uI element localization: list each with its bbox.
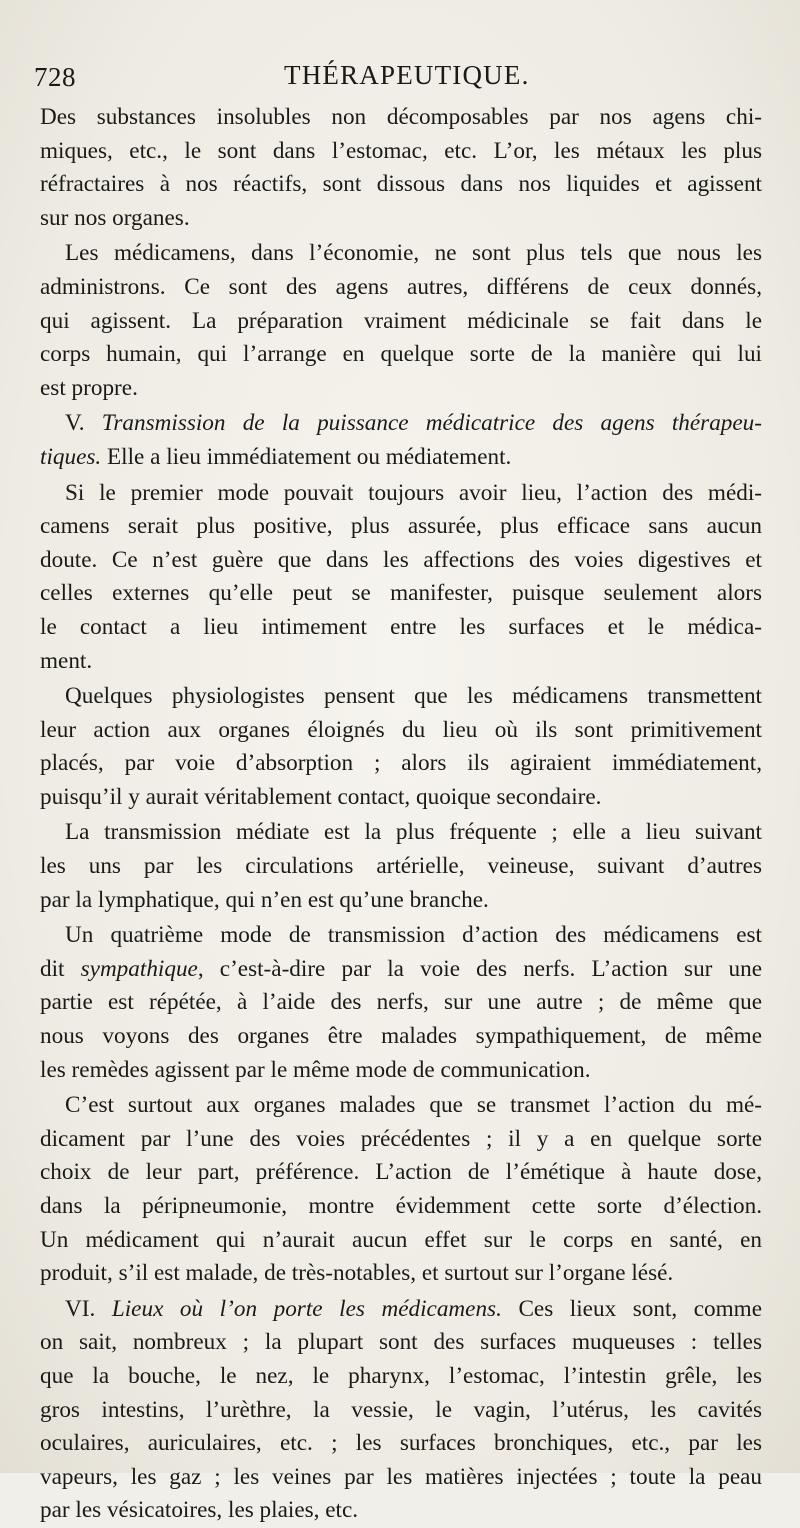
line-text: corps humain, qui l’arrange en quelque sorte de la manière qui lui — [40, 341, 762, 368]
line-text: choix de leur part, préférence. L’action de l’émétique à haute dose, — [40, 1159, 762, 1186]
line-text: le contact a lieu intimement entre les surfaces et le médica- — [40, 613, 762, 640]
line-text: leur action aux organes éloignés du lieu où ils sont primitivement — [40, 716, 762, 743]
italic-text: sympathique — [80, 955, 198, 982]
line-text: par les vésicatoires, les plaies, etc. — [40, 1497, 359, 1524]
text-line — [40, 1123, 762, 1157]
text-line — [40, 680, 762, 714]
line-text: par la lymphatique, qui n’en est qu’une branche. — [40, 886, 489, 913]
line-text: Des substances insolubles non décomposables par nos agens chi- — [40, 104, 762, 130]
italic-text: tiques. — [40, 443, 102, 470]
text-line — [40, 816, 762, 850]
line-text: Si le premier mode pouvait toujours avoir lieu, l’action des médi- — [65, 479, 762, 506]
line-text: ment. — [40, 647, 93, 674]
line-text: camens serait plus positive, plus assurée, plus efficace sans aucun — [40, 513, 762, 540]
text-line — [40, 781, 762, 815]
text-line — [40, 441, 762, 475]
line-text: dicament par l’une des voies précédentes ; il y a en quelque sorte — [40, 1125, 762, 1152]
line-text: administrons. Ce sont des agens autres, différens de ceux donnés, — [40, 273, 762, 300]
line-text: que la bouche, le nez, le pharynx, l’estomac, l’intestin grêle, les — [40, 1362, 762, 1389]
line-text: les uns par les circulations artérielle, veineuse, suivant d’autres — [40, 853, 762, 880]
text-line — [40, 850, 762, 884]
text-line — [40, 986, 762, 1020]
line-text: qui agissent. La préparation vraiment médicinale se fait dans le — [40, 307, 762, 334]
text-line — [40, 1020, 762, 1054]
text-line — [40, 1427, 762, 1461]
text-line — [40, 1494, 762, 1528]
line-text: Quelques physiologistes pensent que les médicamens transmettent — [65, 683, 762, 710]
line-text: miques, etc., le sont dans l’estomac, etc. L’or, les métaux les plus — [40, 137, 762, 164]
text-line — [40, 1224, 762, 1258]
text-line — [40, 747, 762, 781]
text-line — [40, 953, 762, 987]
line-text: oculaires, auriculaires, etc. ; les surfaces bronchiques, etc., par les — [40, 1430, 762, 1457]
text-line — [40, 714, 762, 748]
line-text: réfractaires à nos réactifs, sont dissous dans nos liquides et agissent — [40, 171, 762, 198]
text-line — [40, 407, 762, 441]
text-line — [40, 1293, 762, 1327]
line-text: La transmission médiate est la plus fréquente ; elle a lieu suivant — [65, 819, 762, 846]
text-line — [40, 101, 762, 135]
line-text: celles externes qu’elle peut se manifester, puisque seulement alors — [40, 580, 762, 607]
line-text-rest: Ces lieux sont, comme — [501, 1295, 763, 1322]
text-line — [40, 544, 762, 578]
line-text: placés, par voie d’absorption ; alors ils agiraient immédiatement, — [40, 750, 762, 777]
line-text-rest: Elle a lieu immédiatement ou médiatement. — [101, 443, 512, 470]
line-text: Les médicamens, dans l’économie, ne sont plus tels que nous les — [65, 240, 762, 267]
text-line — [40, 168, 762, 202]
line-text: vapeurs, les gaz ; les veines par les matières injectées ; toute la peau — [40, 1463, 762, 1490]
line-text: on sait, nombreux ; la plupart sont des surfaces muqueuses : telles — [40, 1329, 762, 1356]
line-text: doute. Ce n’est guère que dans les affections des voies digestives et — [40, 546, 762, 573]
text-line — [40, 477, 762, 511]
text-line — [40, 305, 762, 339]
text-line — [40, 1054, 762, 1088]
text-line — [40, 611, 762, 645]
text-line — [40, 884, 762, 918]
text-line — [40, 645, 762, 679]
text-line — [40, 1190, 762, 1224]
line-text-rest: , c’est-à-dire par la voie des nerfs. L’action sur une — [197, 955, 762, 982]
line-text: gros intestins, l’urèthre, la vessie, le vagin, l’utérus, les cavités — [40, 1396, 762, 1423]
text-line — [40, 1461, 762, 1495]
page-number: 728 — [34, 62, 76, 92]
text-line — [40, 237, 762, 271]
running-title: THÉRAPEUTIQUE. — [284, 60, 530, 90]
line-text: les remèdes agissent par le même mode de communication. — [40, 1056, 591, 1083]
text-line — [40, 372, 762, 406]
text-line — [40, 919, 762, 953]
line-text: Un quatrième mode de transmission d’action des médicamens est — [65, 922, 762, 949]
body-text — [40, 101, 762, 1528]
line-text: C’est surtout aux organes malades que se transmet l’action du mé- — [65, 1092, 762, 1119]
text-line — [40, 1394, 762, 1428]
text-line — [40, 202, 762, 236]
text-line — [40, 1257, 762, 1291]
line-text: VI. — [65, 1295, 112, 1322]
text-line — [40, 338, 762, 372]
text-line — [40, 1156, 762, 1190]
line-text: V. — [65, 410, 102, 437]
text-line — [40, 1326, 762, 1360]
line-text: produit, s’il est malade, de très-notables, et surtout sur l’organe lésé. — [40, 1260, 674, 1287]
page-header — [30, 58, 790, 98]
line-text: sur nos organes. — [40, 204, 190, 231]
line-text: partie est répétée, à l’aide des nerfs, sur une autre ; de même que — [40, 989, 762, 1016]
italic-text: Transmission de la puissance médicatrice des agens thérapeu- — [101, 410, 762, 437]
line-text: est propre. — [40, 374, 138, 401]
text-line — [40, 1089, 762, 1123]
text-line — [40, 271, 762, 305]
line-text: puisqu’il y aurait véritablement contact, quoique secondaire. — [40, 783, 602, 810]
line-text: dit — [40, 955, 81, 982]
line-text: Un médicament qui n’aurait aucun effet sur le corps en santé, en — [40, 1226, 762, 1253]
italic-text: Lieux où l’on porte les médicamens. — [111, 1295, 502, 1322]
text-line — [40, 1360, 762, 1394]
text-line — [40, 510, 762, 544]
line-text: dans la péripneumonie, montre évidemment cette sorte d’élection. — [40, 1193, 762, 1219]
text-line — [40, 577, 762, 611]
line-text: nous voyons des organes être malades sympathiquement, de même — [40, 1023, 762, 1050]
text-line — [40, 135, 762, 169]
